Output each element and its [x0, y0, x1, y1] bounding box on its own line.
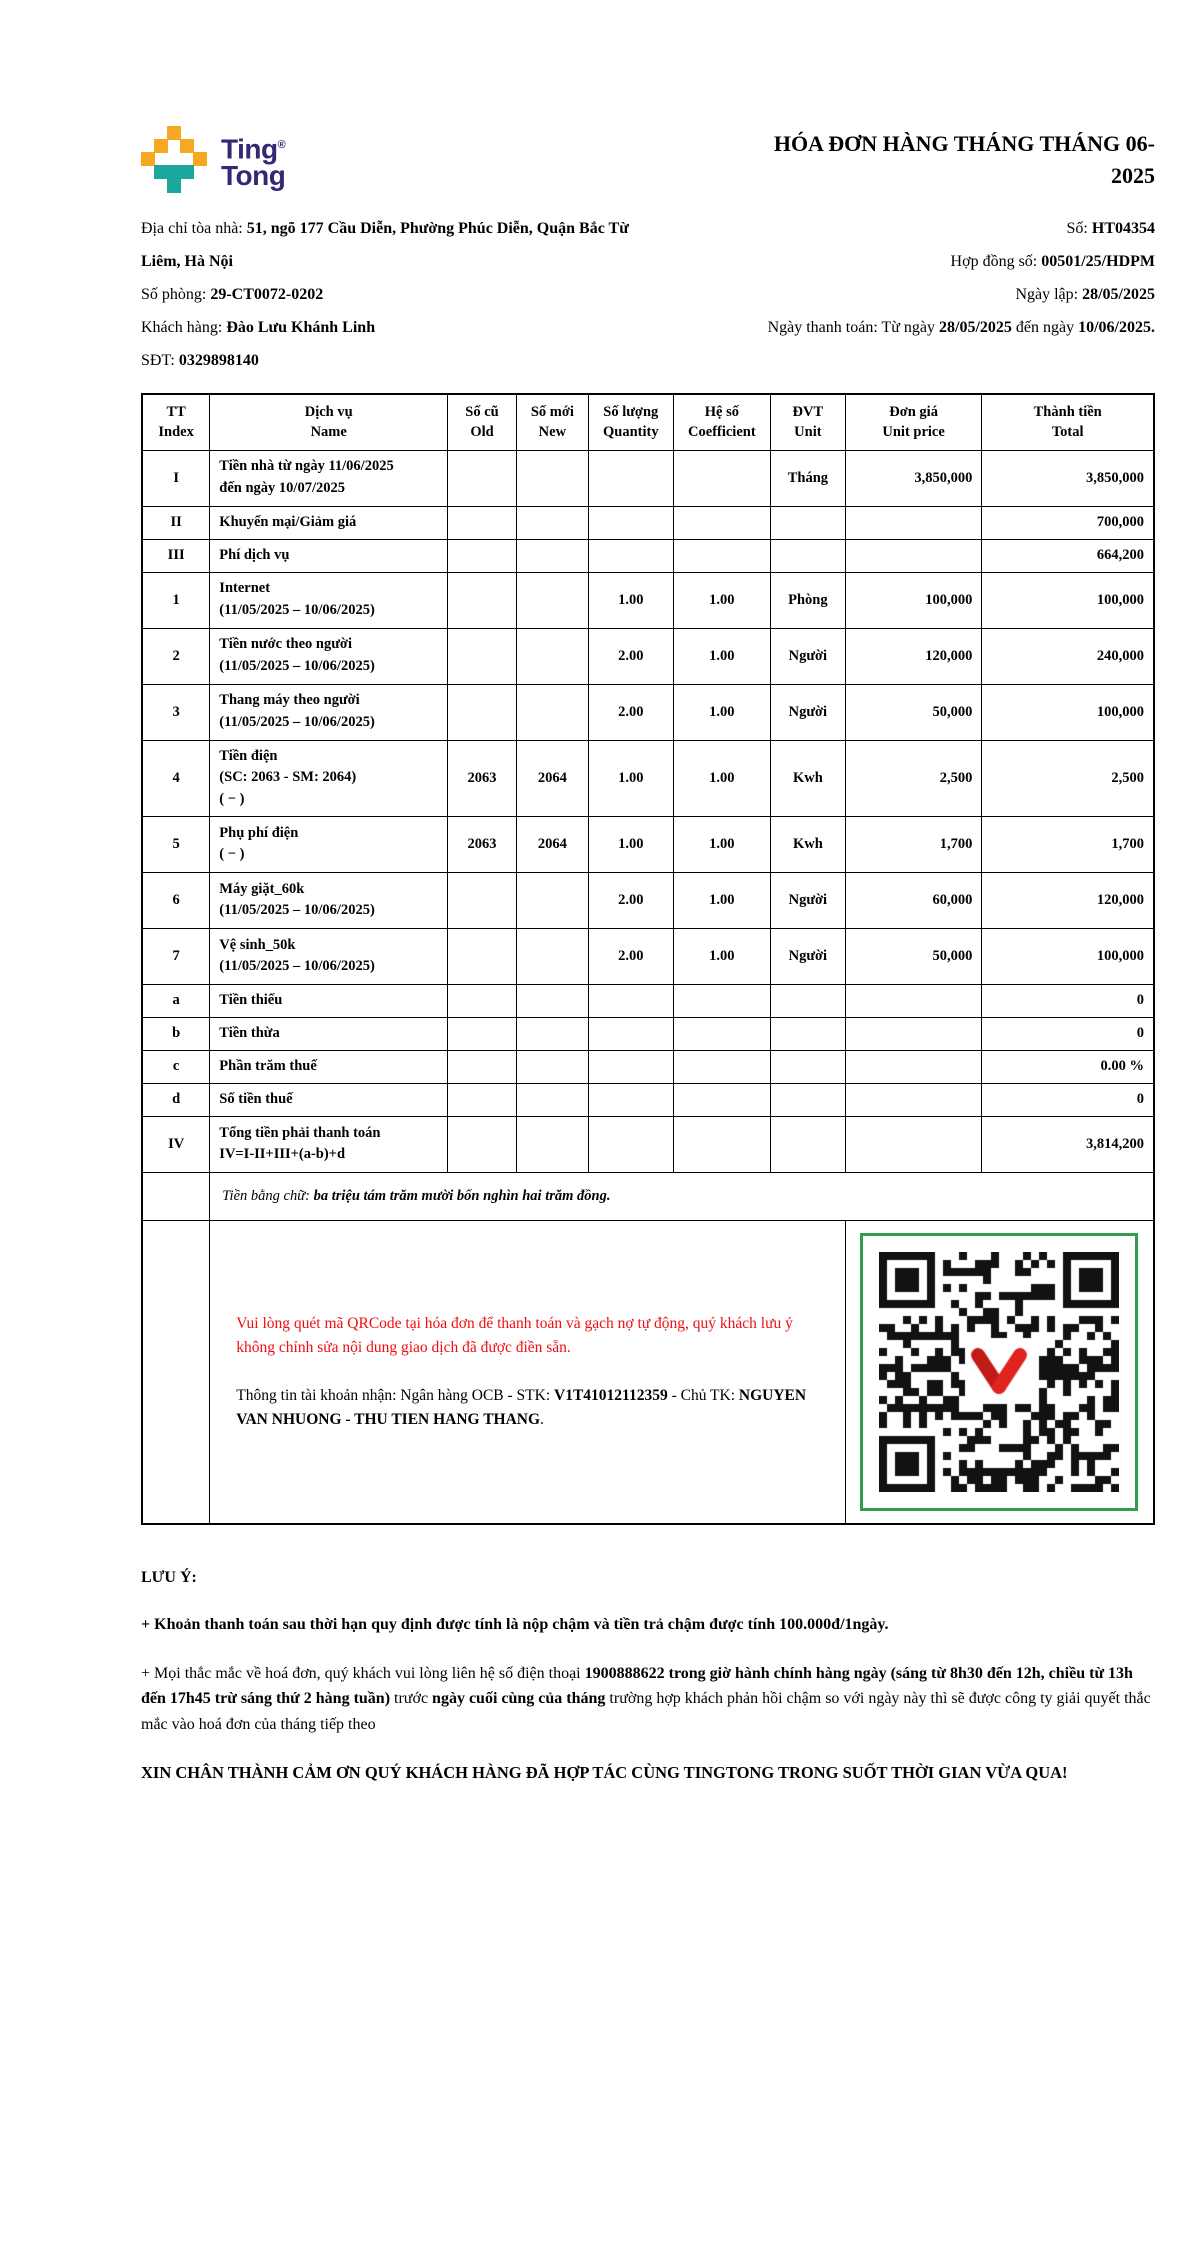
cell-unit-price: [845, 1116, 982, 1172]
room-number: Số phòng: 29-CT0072-0202: [141, 286, 324, 303]
cell-unit-price: 2,500: [845, 740, 982, 816]
table-row: [142, 684, 1154, 740]
cell-unit-price: 50,000: [845, 928, 982, 984]
cell-unit: [770, 1017, 845, 1050]
cell-unit-price: 50,000: [845, 684, 982, 740]
cell-new: [516, 539, 588, 572]
cell-new: [516, 628, 588, 684]
invoice-number: Số: HT04354: [1066, 220, 1155, 237]
cell-index: 1: [142, 572, 210, 628]
tingtong-logo-icon: [141, 126, 207, 192]
table-row: [142, 539, 1154, 572]
table-row: [142, 928, 1154, 984]
payment-instructions: [210, 1220, 846, 1524]
cell-coefficient: [673, 1083, 770, 1116]
cell-quantity: 2.00: [588, 684, 673, 740]
late-payment-note: + Khoản thanh toán sau thời hạn quy định được tính là nộp chậm và tiền trả chậm được tính 100.000đ/1ngày.: [141, 1615, 889, 1633]
cell-index: 5: [142, 816, 210, 872]
cell-quantity: [588, 1116, 673, 1172]
cell-unit-price: [845, 1050, 982, 1083]
column-header-2: Số cũ Old: [448, 394, 517, 450]
cell-index: III: [142, 539, 210, 572]
table-header-row: [142, 394, 1154, 450]
cell-unit-price: [845, 539, 982, 572]
table-row: [142, 872, 1154, 928]
cell-new: 2064: [516, 816, 588, 872]
cell-old: [448, 1116, 517, 1172]
cell-new: 2064: [516, 740, 588, 816]
table-row: [142, 1050, 1154, 1083]
cell-coefficient: 1.00: [673, 684, 770, 740]
cell-total: 700,000: [982, 506, 1154, 539]
cell-quantity: 2.00: [588, 628, 673, 684]
cell-unit: Người: [770, 928, 845, 984]
invoice-title: HÓA ĐƠN HÀNG THÁNG THÁNG 06-2025: [773, 131, 1155, 188]
cell-total: 100,000: [982, 684, 1154, 740]
cell-coefficient: 1.00: [673, 628, 770, 684]
cell-quantity: 1.00: [588, 816, 673, 872]
table-row: [142, 740, 1154, 816]
table-row: [142, 1116, 1154, 1172]
table-row: [142, 628, 1154, 684]
cell-unit-price: 3,850,000: [845, 450, 982, 506]
cell-total: 3,814,200: [982, 1116, 1154, 1172]
header: [141, 126, 1155, 192]
qr-frame: [860, 1233, 1138, 1511]
cell-quantity: [588, 506, 673, 539]
cell-new: [516, 1083, 588, 1116]
cell-new: [516, 572, 588, 628]
cell-service-name: Khuyến mại/Giảm giá: [210, 506, 448, 539]
thank-you-note: XIN CHÂN THÀNH CẢM ƠN QUÝ KHÁCH HÀNG ĐÃ HỢP TÁC CÙNG TINGTONG TRONG SUỐT THỜI GIAN VỪA QUA!: [141, 1762, 1068, 1782]
cell-coefficient: [673, 984, 770, 1017]
cell-old: [448, 928, 517, 984]
cell-total: 664,200: [982, 539, 1154, 572]
cell-unit: Người: [770, 872, 845, 928]
payment-row: [142, 1220, 1154, 1524]
cell-unit: [770, 984, 845, 1017]
cell-index: 6: [142, 872, 210, 928]
account-info: Thông tin tài khoản nhận: Ngân hàng OCB - STK: V1T41012112359 - Chủ TK: NGUYEN VAN NHUONG - THU TIEN HANG THANG.: [236, 1386, 807, 1428]
cell-new: [516, 1116, 588, 1172]
cell-total: 100,000: [982, 928, 1154, 984]
table-row: [142, 572, 1154, 628]
cell-coefficient: [673, 1017, 770, 1050]
cell-total: 2,500: [982, 740, 1154, 816]
cell-total: 0.00 %: [982, 1050, 1154, 1083]
payment-period: Ngày thanh toán: Từ ngày 28/05/2025 đến ngày 10/06/2025.: [767, 319, 1155, 336]
customer-phone: SĐT: 0329898140: [141, 352, 259, 369]
column-header-0: TT Index: [142, 394, 210, 450]
cell-quantity: [588, 539, 673, 572]
cell-service-name: Số tiền thuế: [210, 1083, 448, 1116]
cell-index: 2: [142, 628, 210, 684]
cell-unit: [770, 1083, 845, 1116]
cell-quantity: [588, 450, 673, 506]
table-row: [142, 1083, 1154, 1116]
cell-old: [448, 1050, 517, 1083]
cell-service-name: Phụ phí điện ( − ): [210, 816, 448, 872]
building-address: Địa chỉ tòa nhà: 51, ngõ 177 Cầu Diễn, Phường Phúc Diễn, Quận Bắc Từ Liêm, Hà Nội: [141, 220, 629, 270]
cell-index: d: [142, 1083, 210, 1116]
amount-in-words: Tiền bằng chữ: ba triệu tám trăm mười bốn nghìn hai trăm đồng.: [210, 1172, 1154, 1220]
cell-new: [516, 684, 588, 740]
table-row: [142, 506, 1154, 539]
cell-index: 3: [142, 684, 210, 740]
qr-code-icon: [879, 1252, 1119, 1492]
cell-old: 2063: [448, 816, 517, 872]
cell-unit-price: [845, 1017, 982, 1050]
column-header-6: ĐVT Unit: [770, 394, 845, 450]
cell-coefficient: [673, 539, 770, 572]
cell-service-name: Tiền nước theo người (11/05/2025 – 10/06/2025): [210, 628, 448, 684]
cell-service-name: Thang máy theo người (11/05/2025 – 10/06/2025): [210, 684, 448, 740]
cell-quantity: 2.00: [588, 872, 673, 928]
cell-index: 4: [142, 740, 210, 816]
cell-unit: Tháng: [770, 450, 845, 506]
amount-in-words-row: [142, 1172, 1154, 1220]
cell-quantity: 1.00: [588, 740, 673, 816]
cell-old: [448, 572, 517, 628]
notes-heading: LƯU Ý:: [141, 1568, 197, 1586]
qr-cell: [845, 1220, 1154, 1524]
cell-old: [448, 1017, 517, 1050]
cell-old: [448, 1083, 517, 1116]
cell-index: a: [142, 984, 210, 1017]
tingtong-logo-text: Ting® Tong: [221, 133, 286, 192]
invoice-info: [141, 212, 1155, 377]
cell-new: [516, 506, 588, 539]
cell-old: 2063: [448, 740, 517, 816]
cell-coefficient: 1.00: [673, 740, 770, 816]
cell-old: [448, 539, 517, 572]
cell-new: [516, 1017, 588, 1050]
cell-old: [448, 450, 517, 506]
customer-info: [141, 212, 661, 377]
cell-coefficient: 1.00: [673, 928, 770, 984]
cell-unit-price: 1,700: [845, 816, 982, 872]
empty-cell: [142, 1172, 210, 1220]
cell-service-name: Tiền thiếu: [210, 984, 448, 1017]
cell-quantity: [588, 1017, 673, 1050]
cell-service-name: Tiền điện (SC: 2063 - SM: 2064) ( − ): [210, 740, 448, 816]
column-header-7: Đơn giá Unit price: [845, 394, 982, 450]
cell-coefficient: 1.00: [673, 816, 770, 872]
cell-old: [448, 506, 517, 539]
cell-coefficient: [673, 1116, 770, 1172]
cell-total: 3,850,000: [982, 450, 1154, 506]
column-header-4: Số lượng Quantity: [588, 394, 673, 450]
footer-notes: [141, 1569, 1155, 1785]
cell-coefficient: [673, 450, 770, 506]
qr-scan-note: Vui lòng quét mã QRCode tại hóa đơn để thanh toán và gạch nợ tự động, quý khách lưu ý không chỉnh sửa nội dung giao dịch đã được điền sẵn.: [236, 1314, 793, 1356]
cell-unit: Kwh: [770, 740, 845, 816]
cell-coefficient: 1.00: [673, 872, 770, 928]
cell-old: [448, 984, 517, 1017]
cell-new: [516, 984, 588, 1017]
column-header-1: Dịch vụ Name: [210, 394, 448, 450]
cell-service-name: Máy giặt_60k (11/05/2025 – 10/06/2025): [210, 872, 448, 928]
table-row: [142, 816, 1154, 872]
cell-coefficient: [673, 1050, 770, 1083]
cell-index: IV: [142, 1116, 210, 1172]
cell-unit: Kwh: [770, 816, 845, 872]
cell-service-name: Tổng tiền phải thanh toán IV=I-II+III+(a-b)+d: [210, 1116, 448, 1172]
cell-new: [516, 872, 588, 928]
cell-quantity: [588, 1083, 673, 1116]
cell-index: b: [142, 1017, 210, 1050]
column-header-5: Hệ số Coefficient: [673, 394, 770, 450]
cell-service-name: Tiền thừa: [210, 1017, 448, 1050]
cell-quantity: 2.00: [588, 928, 673, 984]
cell-unit-price: [845, 984, 982, 1017]
cell-quantity: [588, 984, 673, 1017]
cell-service-name: Phần trăm thuế: [210, 1050, 448, 1083]
cell-old: [448, 872, 517, 928]
tingtong-brand: [141, 126, 285, 192]
cell-unit-price: [845, 1083, 982, 1116]
cell-unit: [770, 506, 845, 539]
table-row: [142, 450, 1154, 506]
cell-total: 240,000: [982, 628, 1154, 684]
cell-index: I: [142, 450, 210, 506]
cell-total: 0: [982, 1083, 1154, 1116]
contract-number: Hợp đồng số: 00501/25/HDPM: [950, 253, 1155, 270]
column-header-8: Thành tiền Total: [982, 394, 1154, 450]
column-header-3: Số mới New: [516, 394, 588, 450]
hotline-note: + Mọi thắc mắc về hoá đơn, quý khách vui lòng liên hệ số điện thoại 1900888622 trong giờ hành chính hàng ngày (sáng từ 8h30 đến 12h, chiều từ 13h đến 17h45 trừ sáng thứ 2 hàng tuần) trước ngày cuối cùng của tháng trường hợp khách phản hồi chậm so với ngày này thì sẽ được công ty giải quyết thắc mắc vào hoá đơn của tháng tiếp theo: [141, 1664, 1151, 1734]
cell-new: [516, 928, 588, 984]
cell-total: 0: [982, 984, 1154, 1017]
cell-unit-price: 60,000: [845, 872, 982, 928]
cell-index: c: [142, 1050, 210, 1083]
cell-unit: [770, 539, 845, 572]
cell-old: [448, 628, 517, 684]
registered-mark: ®: [277, 139, 286, 151]
cell-unit: Người: [770, 628, 845, 684]
cell-total: 1,700: [982, 816, 1154, 872]
customer-name: Khách hàng: Đào Lưu Khánh Linh: [141, 319, 376, 336]
cell-total: 100,000: [982, 572, 1154, 628]
cell-unit: Phòng: [770, 572, 845, 628]
cell-unit-price: 100,000: [845, 572, 982, 628]
cell-total: 120,000: [982, 872, 1154, 928]
cell-unit: [770, 1050, 845, 1083]
cell-unit: Người: [770, 684, 845, 740]
services-table: [141, 393, 1155, 1525]
cell-service-name: Tiền nhà từ ngày 11/06/2025 đến ngày 10/07/2025: [210, 450, 448, 506]
cell-old: [448, 684, 517, 740]
cell-index: II: [142, 506, 210, 539]
cell-total: 0: [982, 1017, 1154, 1050]
cell-quantity: [588, 1050, 673, 1083]
issue-date: Ngày lập: 28/05/2025: [1015, 286, 1155, 303]
cell-unit: [770, 1116, 845, 1172]
cell-service-name: Phí dịch vụ: [210, 539, 448, 572]
invoice-meta: [677, 212, 1155, 377]
cell-coefficient: 1.00: [673, 572, 770, 628]
cell-unit-price: [845, 506, 982, 539]
cell-index: 7: [142, 928, 210, 984]
cell-coefficient: [673, 506, 770, 539]
cell-unit-price: 120,000: [845, 628, 982, 684]
cell-new: [516, 450, 588, 506]
cell-new: [516, 1050, 588, 1083]
cell-service-name: Internet (11/05/2025 – 10/06/2025): [210, 572, 448, 628]
empty-cell: [142, 1220, 210, 1524]
cell-service-name: Vệ sinh_50k (11/05/2025 – 10/06/2025): [210, 928, 448, 984]
table-row: [142, 1017, 1154, 1050]
table-row: [142, 984, 1154, 1017]
cell-quantity: 1.00: [588, 572, 673, 628]
